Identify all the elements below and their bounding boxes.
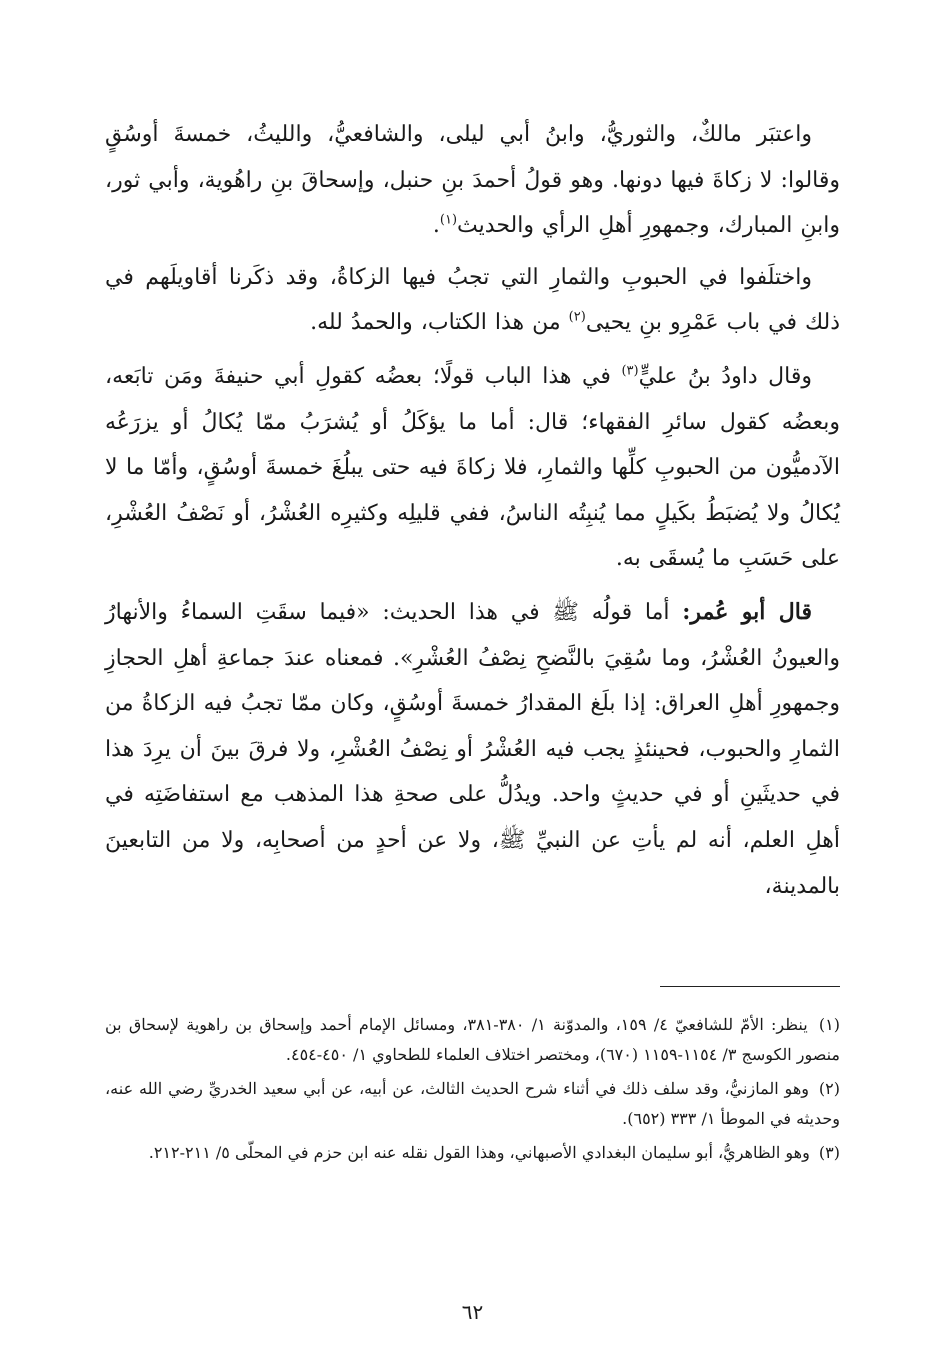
paragraph (105, 112, 840, 249)
page-number: ٦٢ (461, 1300, 484, 1324)
main-text (105, 112, 840, 909)
paragraph-text: أما قولُه ﷺ في هذا الحديث: «فيما سقَتِ السماءُ والأنهارُ والعيونُ العُشْرُ، وما سُقِيَ بالنَّضحِ نِصْفُ العُشْرِ». فمعناه عندَ جماعةِ أهلِ الحجازِ وجمهورِ أهلِ العراق: إذا بلَغ المقدارُ خمسةَ أوسُقٍ، وكان ممّا تجبُ فيه الزكاةُ من الثمارِ والحبوب، فحينئذٍ يجب فيه العُشْرُ أو نِصْفُ العُشْرِ، ولا فرقَ بينَ أن يرِدَ هذا في حديثَينِ أو في حديثٍ واحد. ويدُلُّ على صحةِ هذا المذهب مع استفاضَتِه في أهلِ العلم، أنه لم يأتِ عن النبيِّ ﷺ، ولا عن أحدٍ من أصحابِه، ولا من التابعينَ بالمدينة، (105, 599, 840, 899)
paragraph-text: من هذا الكتاب، والحمدُ لله. (310, 310, 569, 336)
footnote-separator (660, 986, 840, 987)
footnote (105, 1010, 840, 1070)
footnotes (105, 1010, 840, 1172)
footnote-ref: (٣) (621, 363, 639, 379)
footnote-number: (٢) (818, 1079, 840, 1098)
footnote-text: وهو الظاهريُّ، أبو سليمان البغدادي الأصبهاني، وهذا القول نقله عنه ابن حزم في المحلّى ٥/ ٢١١-٢١٢. (148, 1143, 810, 1162)
paragraph-text: في هذا الباب قولًا؛ بعضُه كقولِ أبي حنيفةَ ومَن تابَعه، وبعضُه كقول سائرِ الفقهاء؛ قال: أما ما يؤكَلُ أو يُشرَبُ ممّا يُكالُ أو يزرَعُه الآدميُّون من الحبوبِ كلِّها والثمارِ، فلا زكاةَ فيه حتى يبلُغَ خمسةَ أوسُقٍ، وأمّا ما لا يُكالُ ولا يُضبَطُ بكَيلٍ مما يُنبِتُه الناسُ، ففي قليلِه وكثيرِه العُشْرُ، أو نَصْفُ العُشْرِ، على حَسَبِ ما يُسقَى به. (105, 363, 840, 572)
footnote-ref: (٢) (568, 310, 586, 326)
paragraph (105, 255, 840, 346)
footnote (105, 1138, 840, 1168)
speaker-label: قال أبو عُمر: (682, 598, 812, 625)
footnote (105, 1074, 840, 1134)
paragraph-text: وقال داودُ بنُ عليٍّ (638, 363, 812, 389)
paragraph (105, 590, 840, 909)
footnote-text: ينظر: الأمّ للشافعيّ ٤/ ١٥٩، والمدوّنة ١/ ٣٨٠-٣٨١، ومسائل الإمام أحمد وإسحاق بن راهوية لإسحاق بن منصور الكوسج ٣/ ١١٥٤-١١٥٩ (٦٧٠)، ومختصر اختلاف العلماء للطحاوي ١/ ٤٥٠-٤٥٤. (105, 1015, 840, 1064)
footnote-number: (٣) (818, 1143, 840, 1162)
paragraph-text: واعتبَر مالكٌ، والثوريُّ، وابنُ أبي ليلى، والشافعيُّ، والليثُ، خمسةَ أوسُقٍ وقالوا: لا زكاةَ فيها دونها. وهو قولُ أحمدَ بنِ حنبل، وإسحاقَ بنِ راهُوية، وأبي ثور، وابنِ المبارك، وجمهورِ أهلِ الرأي والحديث (105, 122, 840, 239)
page-content (105, 112, 840, 917)
paragraph-text: . (432, 213, 440, 239)
footnote-text: وهو المازنيُّ، وقد سلف ذلك في أثناء شرح الحديث الثالث، عن أبيه، عن أبي سعيد الخدريِّ رضي الله عنه، وحديثه في الموطأ ١/ ٣٣٣ (٦٥٢). (105, 1079, 840, 1128)
footnote-number: (١) (818, 1015, 840, 1034)
paragraph (105, 354, 840, 582)
paragraph-text: واختلَفوا في الحبوبِ والثمارِ التي تجبُ فيها الزكاةُ، وقد ذكَرنا أقاويلَهم في ذلك في باب عَمْرِو بنِ يحيى (105, 264, 840, 336)
footnote-ref: (١) (439, 212, 458, 228)
